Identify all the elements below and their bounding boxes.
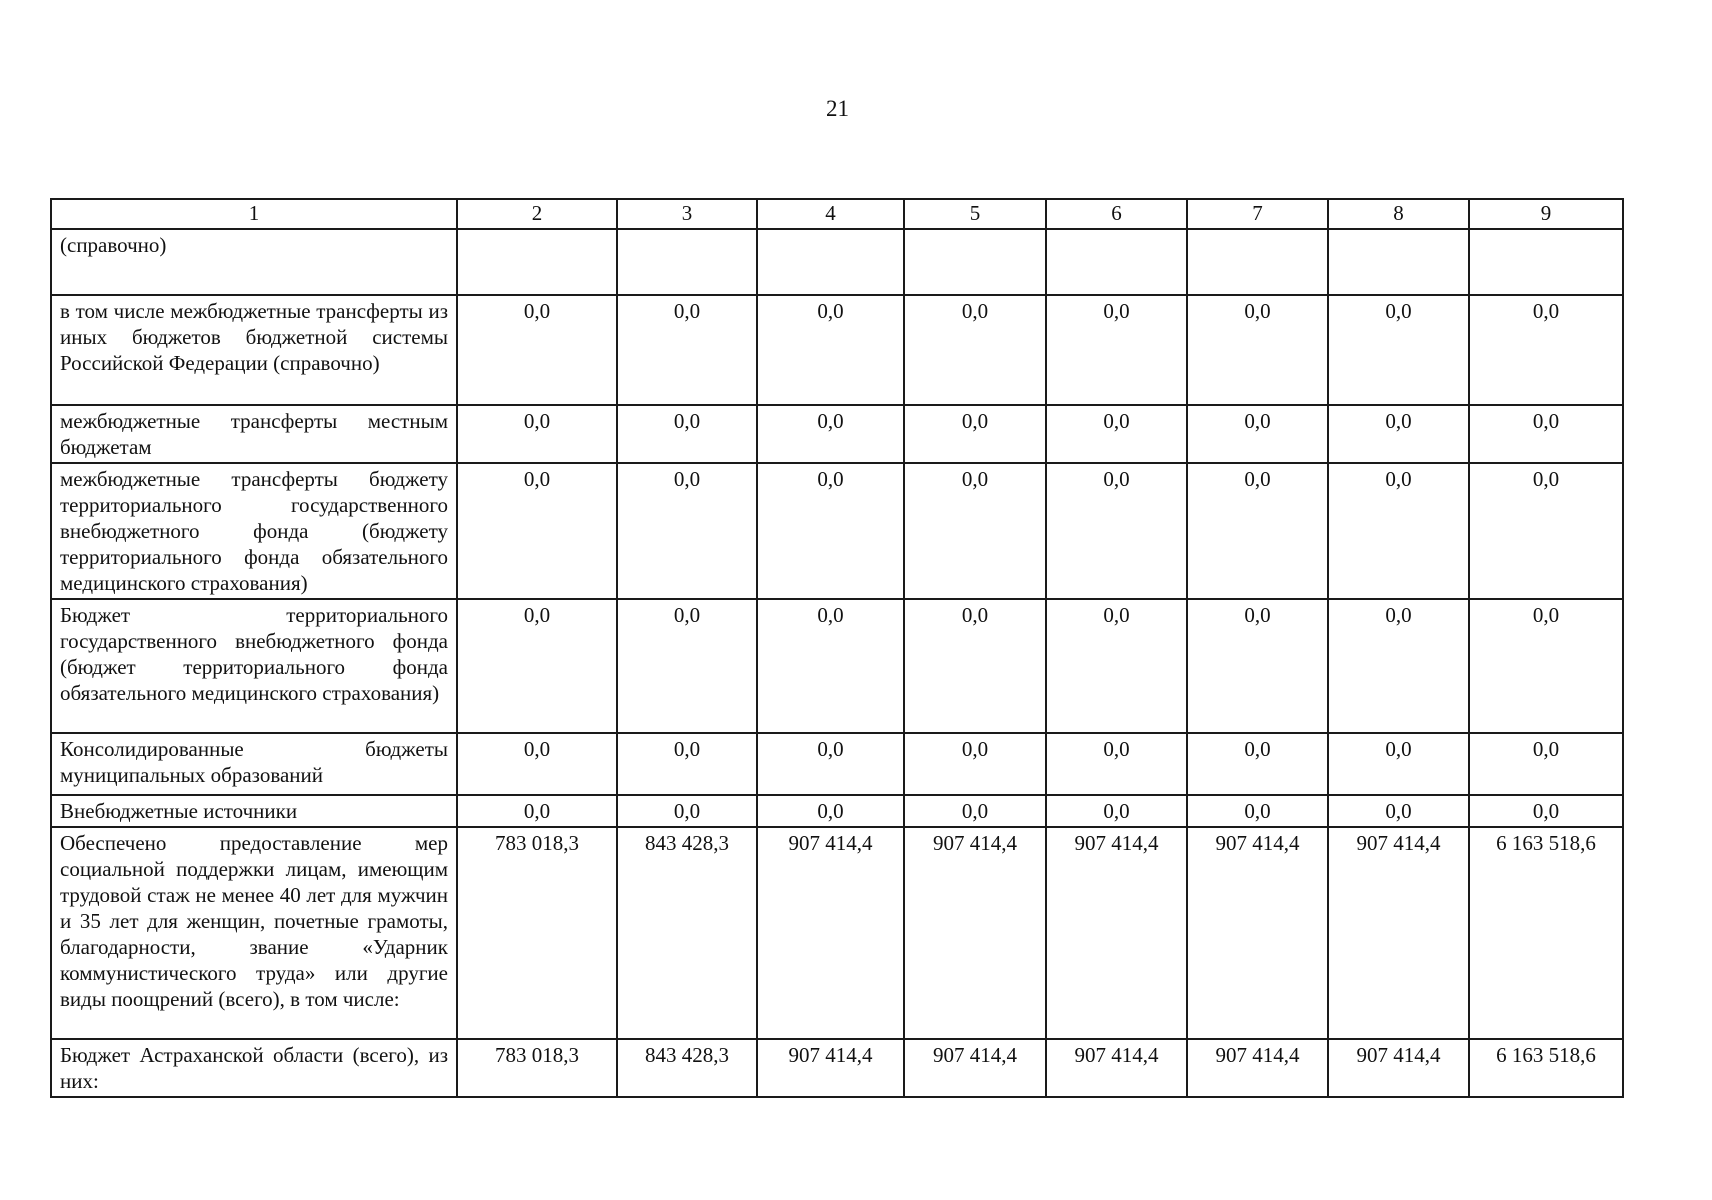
- table-cell: 907 414,4: [904, 827, 1046, 1039]
- column-header: 3: [617, 199, 757, 229]
- table-cell: 907 414,4: [1328, 1039, 1469, 1097]
- table-cell: [1046, 229, 1187, 295]
- table-cell: [904, 229, 1046, 295]
- page-number: 21: [826, 96, 849, 121]
- table-cell: 907 414,4: [1187, 827, 1328, 1039]
- table-cell: 0,0: [1187, 463, 1328, 599]
- table-cell: 843 428,3: [617, 827, 757, 1039]
- table-cell: 0,0: [1046, 405, 1187, 463]
- table-cell: 0,0: [457, 295, 617, 405]
- table-cell: 0,0: [617, 405, 757, 463]
- column-header: 2: [457, 199, 617, 229]
- table-cell: 0,0: [757, 405, 904, 463]
- table-cell: 0,0: [904, 599, 1046, 733]
- table-cell: 0,0: [904, 733, 1046, 795]
- table-cell: 6 163 518,6: [1469, 1039, 1623, 1097]
- row-label: в том числе межбюджетные трансферты из иных бюджетов бюджетной системы Российской Федерации (справочно): [51, 295, 457, 405]
- table-cell: 0,0: [757, 599, 904, 733]
- table-cell: 0,0: [1328, 795, 1469, 827]
- row-label: межбюджетные трансферты бюджету территориального государственного внебюджетного фонда (бюджету территориального фонда обязательного медицинского страхования): [51, 463, 457, 599]
- column-header: 7: [1187, 199, 1328, 229]
- column-header: 8: [1328, 199, 1469, 229]
- table-cell: [1187, 229, 1328, 295]
- table-cell: 0,0: [617, 733, 757, 795]
- table-cell: [1469, 229, 1623, 295]
- row-label: межбюджетные трансферты местным бюджетам: [51, 405, 457, 463]
- table-cell: 0,0: [457, 599, 617, 733]
- table-cell: [757, 229, 904, 295]
- table-cell: 6 163 518,6: [1469, 827, 1623, 1039]
- column-header: 6: [1046, 199, 1187, 229]
- table-cell: 0,0: [904, 795, 1046, 827]
- table-cell: 0,0: [757, 733, 904, 795]
- table-cell: 0,0: [1046, 733, 1187, 795]
- table-cell: 783 018,3: [457, 827, 617, 1039]
- table-cell: 907 414,4: [757, 827, 904, 1039]
- table-cell: 0,0: [1187, 599, 1328, 733]
- table-cell: 0,0: [1469, 795, 1623, 827]
- table-cell: 0,0: [1328, 599, 1469, 733]
- table-cell: 907 414,4: [1187, 1039, 1328, 1097]
- table-cell: 0,0: [1187, 295, 1328, 405]
- table-cell: [617, 229, 757, 295]
- table-cell: 0,0: [617, 795, 757, 827]
- table-cell: [457, 229, 617, 295]
- table-cell: 0,0: [1328, 295, 1469, 405]
- table-cell: 0,0: [1046, 295, 1187, 405]
- table-cell: 0,0: [1187, 405, 1328, 463]
- table-cell: 0,0: [1046, 463, 1187, 599]
- table-cell: 0,0: [1046, 795, 1187, 827]
- table-cell: 907 414,4: [1046, 827, 1187, 1039]
- table-cell: 0,0: [457, 405, 617, 463]
- table-cell: 0,0: [1469, 405, 1623, 463]
- table-cell: 783 018,3: [457, 1039, 617, 1097]
- table-row: [51, 1039, 1623, 1097]
- table-cell: 907 414,4: [1328, 827, 1469, 1039]
- table-cell: 0,0: [1469, 295, 1623, 405]
- table-cell: 0,0: [457, 463, 617, 599]
- table-row: [51, 795, 1623, 827]
- table-row: [51, 827, 1623, 1039]
- table-cell: 0,0: [457, 795, 617, 827]
- table-row: [51, 463, 1623, 599]
- table-cell: 0,0: [1187, 733, 1328, 795]
- table-cell: 0,0: [904, 463, 1046, 599]
- row-label: Бюджет территориального государственного внебюджетного фонда (бюджет территориального фонда обязательного медицинского страхования): [51, 599, 457, 733]
- table-row: [51, 229, 1623, 295]
- row-label: Обеспечено предоставление мер социальной поддержки лицам, имеющим трудовой стаж не менее 40 лет для мужчин и 35 лет для женщин, почетные грамоты, благодарности, звание «Ударник коммунистического труда» или другие виды поощрений (всего), в том числе:: [51, 827, 457, 1039]
- row-label: (справочно): [51, 229, 457, 295]
- table-cell: 0,0: [904, 405, 1046, 463]
- table-cell: 0,0: [1187, 795, 1328, 827]
- table-cell: 907 414,4: [904, 1039, 1046, 1097]
- table-cell: 0,0: [1469, 733, 1623, 795]
- table-cell: 0,0: [1328, 463, 1469, 599]
- row-label: Внебюджетные источники: [51, 795, 457, 827]
- table-cell: [1328, 229, 1469, 295]
- table-cell: 0,0: [1469, 463, 1623, 599]
- table-cell: 0,0: [757, 295, 904, 405]
- table-cell: 0,0: [1046, 599, 1187, 733]
- column-header: 5: [904, 199, 1046, 229]
- table-header-row: [51, 199, 1623, 229]
- table-cell: 907 414,4: [1046, 1039, 1187, 1097]
- row-label: Бюджет Астраханской области (всего), из них:: [51, 1039, 457, 1097]
- table-cell: 0,0: [617, 599, 757, 733]
- column-header: 4: [757, 199, 904, 229]
- budget-table: [50, 198, 1624, 1098]
- table-cell: 0,0: [757, 463, 904, 599]
- table-row: [51, 733, 1623, 795]
- table-cell: 907 414,4: [757, 1039, 904, 1097]
- table-cell: 0,0: [904, 295, 1046, 405]
- table-cell: 0,0: [1328, 405, 1469, 463]
- column-header: 1: [51, 199, 457, 229]
- table-cell: 0,0: [457, 733, 617, 795]
- table-cell: 0,0: [1469, 599, 1623, 733]
- table-row: [51, 295, 1623, 405]
- table-row: [51, 599, 1623, 733]
- table-cell: 0,0: [757, 795, 904, 827]
- table-row: [51, 405, 1623, 463]
- table-cell: 0,0: [617, 295, 757, 405]
- row-label: Консолидированные бюджеты муниципальных образований: [51, 733, 457, 795]
- table-cell: 843 428,3: [617, 1039, 757, 1097]
- column-header: 9: [1469, 199, 1623, 229]
- table-cell: 0,0: [1328, 733, 1469, 795]
- table-cell: 0,0: [617, 463, 757, 599]
